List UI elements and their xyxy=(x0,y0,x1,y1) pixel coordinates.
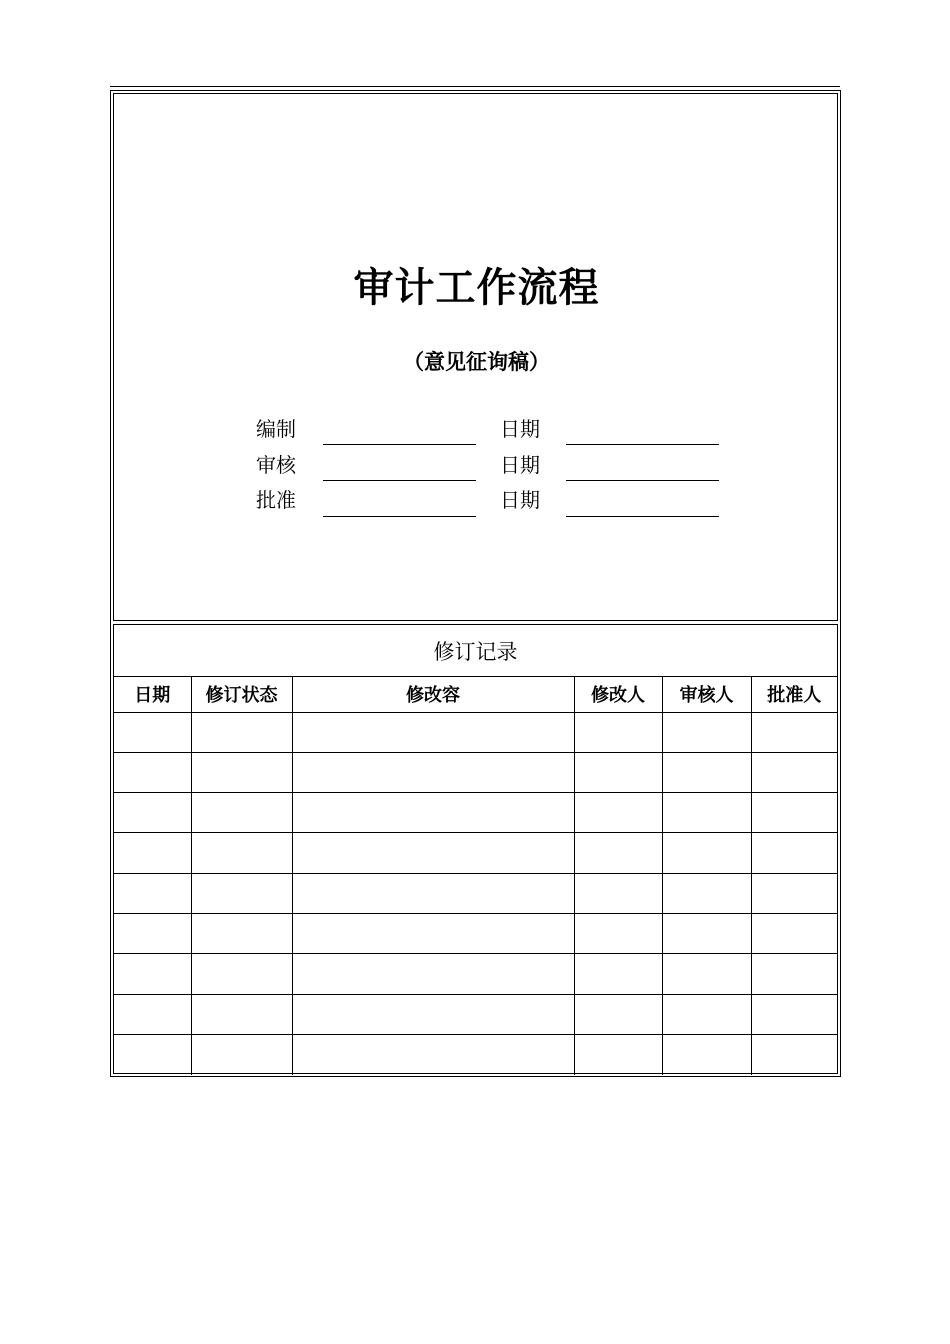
table-cell[interactable] xyxy=(751,712,837,752)
table-cell[interactable] xyxy=(751,752,837,792)
table-cell[interactable] xyxy=(574,752,662,792)
table-cell[interactable] xyxy=(662,913,751,953)
table-row xyxy=(114,954,837,994)
table-row xyxy=(114,752,837,792)
table-cell[interactable] xyxy=(662,833,751,873)
table-cell[interactable] xyxy=(292,873,574,913)
table-cell[interactable] xyxy=(574,1034,662,1074)
table-cell[interactable] xyxy=(574,793,662,833)
signoff-role-review: 审核 xyxy=(256,453,296,477)
table-cell[interactable] xyxy=(292,994,574,1034)
table-row xyxy=(114,873,837,913)
signoff-date-line-compile[interactable] xyxy=(566,444,719,445)
column-header-reviewer: 审核人 xyxy=(662,677,751,712)
table-row xyxy=(114,793,837,833)
table-row xyxy=(114,913,837,953)
table-cell[interactable] xyxy=(114,954,191,994)
table-cell[interactable] xyxy=(191,913,292,953)
document-subtitle: （意见征询稿） xyxy=(403,350,550,374)
table-cell[interactable] xyxy=(191,994,292,1034)
table-cell[interactable] xyxy=(114,752,191,792)
column-header-modifier: 修改人 xyxy=(574,677,662,712)
table-row xyxy=(114,1034,837,1074)
signoff-role-compile: 编制 xyxy=(256,417,296,441)
signoff-date-label-review: 日期 xyxy=(500,453,540,477)
table-row xyxy=(114,833,837,873)
table-cell[interactable] xyxy=(662,752,751,792)
table-cell[interactable] xyxy=(574,873,662,913)
table-cell[interactable] xyxy=(292,954,574,994)
column-header-date: 日期 xyxy=(114,677,191,712)
table-cell[interactable] xyxy=(114,833,191,873)
signoff-role-approve: 批准 xyxy=(256,488,296,512)
column-header-change-content: 修改容 xyxy=(292,677,574,712)
table-header-row xyxy=(114,677,837,712)
table-cell[interactable] xyxy=(191,954,292,994)
table-cell[interactable] xyxy=(574,712,662,752)
signoff-line-approve[interactable] xyxy=(323,516,476,517)
table-cell[interactable] xyxy=(751,833,837,873)
table-cell[interactable] xyxy=(574,833,662,873)
cover-section xyxy=(113,93,838,621)
table-cell[interactable] xyxy=(751,954,837,994)
table-cell[interactable] xyxy=(191,793,292,833)
table-cell[interactable] xyxy=(662,994,751,1034)
table-cell[interactable] xyxy=(662,873,751,913)
table-cell[interactable] xyxy=(114,793,191,833)
table-cell[interactable] xyxy=(292,793,574,833)
table-cell[interactable] xyxy=(574,954,662,994)
top-rule xyxy=(110,86,840,87)
signoff-date-label-compile: 日期 xyxy=(500,417,540,441)
table-cell[interactable] xyxy=(114,913,191,953)
column-header-approver: 批准人 xyxy=(751,677,837,712)
table-cell[interactable] xyxy=(191,1034,292,1074)
table-cell[interactable] xyxy=(574,913,662,953)
signoff-line-review[interactable] xyxy=(323,480,476,481)
table-cell[interactable] xyxy=(292,712,574,752)
table-cell[interactable] xyxy=(191,752,292,792)
document-title: 审计工作流程 xyxy=(353,265,600,311)
table-row xyxy=(114,994,837,1034)
table-cell[interactable] xyxy=(751,913,837,953)
table-cell[interactable] xyxy=(114,712,191,752)
table-cell[interactable] xyxy=(292,833,574,873)
table-cell[interactable] xyxy=(662,712,751,752)
table-cell[interactable] xyxy=(191,712,292,752)
table-cell[interactable] xyxy=(292,752,574,792)
table-cell[interactable] xyxy=(191,873,292,913)
signoff-date-line-review[interactable] xyxy=(566,480,719,481)
table-cell[interactable] xyxy=(751,793,837,833)
table-row xyxy=(114,712,837,752)
revision-table xyxy=(114,677,837,1075)
table-cell[interactable] xyxy=(574,994,662,1034)
table-cell[interactable] xyxy=(292,913,574,953)
table-cell[interactable] xyxy=(751,1034,837,1074)
table-cell[interactable] xyxy=(114,1034,191,1074)
table-cell[interactable] xyxy=(292,1034,574,1074)
column-header-revision-status: 修订状态 xyxy=(191,677,292,712)
table-cell[interactable] xyxy=(114,994,191,1034)
signoff-date-line-approve[interactable] xyxy=(566,516,719,517)
table-cell[interactable] xyxy=(662,954,751,994)
table-cell[interactable] xyxy=(751,873,837,913)
table-cell[interactable] xyxy=(191,833,292,873)
signoff-date-label-approve: 日期 xyxy=(500,488,540,512)
table-cell[interactable] xyxy=(662,1034,751,1074)
table-cell[interactable] xyxy=(114,873,191,913)
revision-record-section xyxy=(113,624,838,1074)
signoff-line-compile[interactable] xyxy=(323,444,476,445)
table-cell[interactable] xyxy=(662,793,751,833)
revision-record-title: 修订记录 xyxy=(114,625,837,677)
table-cell[interactable] xyxy=(751,994,837,1034)
